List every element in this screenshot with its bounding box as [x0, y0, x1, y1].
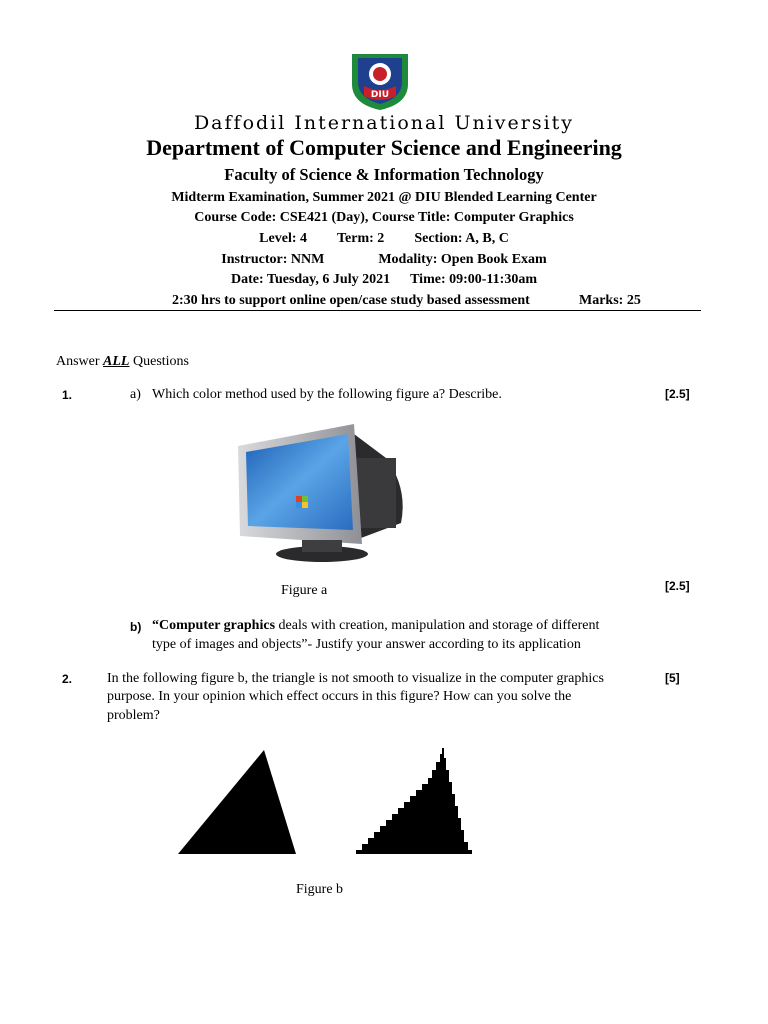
question-1a-label: a) — [130, 387, 141, 402]
university-logo — [348, 50, 412, 112]
question-1-number: 1. — [62, 388, 73, 402]
instructions — [56, 351, 189, 372]
figure-a-caption: Figure a — [281, 583, 328, 598]
smooth-triangle-shape — [178, 748, 298, 856]
question-1b-line-1 — [152, 615, 599, 636]
figure-b-caption: Figure b — [296, 882, 344, 897]
question-2-number: 2. — [62, 672, 73, 686]
faculty-title: Faculty of Science & Information Technology — [224, 165, 544, 184]
term-text: Term: 2 — [337, 231, 385, 246]
level-term-section-line — [0, 231, 768, 247]
level-text: Level: 4 — [259, 231, 307, 246]
logo-text: DIU — [370, 90, 390, 100]
question-1b-bold: “Computer graphics — [152, 618, 276, 633]
instructor-text: Instructor: NNM — [221, 252, 325, 267]
question-1b-text-1: deals with creation, manipulation and storage of different — [275, 618, 600, 633]
date-text: Date: Tuesday, 6 July 2021 — [231, 272, 391, 287]
question-1b-line-2: type of images and objects”- Justify your answer according to its application — [152, 637, 581, 652]
question-1a-marks: [2.5] — [665, 387, 690, 401]
time-text: Time: 09:00-11:30am — [410, 272, 537, 287]
total-marks: Marks: 25 — [579, 293, 641, 308]
instructions-prefix: Answer — [56, 354, 104, 369]
question-2-marks: [5] — [665, 671, 680, 685]
question-1b-label: b) — [130, 620, 142, 634]
instructions-emphasis: ALL — [103, 354, 130, 369]
duration-text: 2:30 hrs to support online open/case study based assessment — [172, 293, 530, 308]
instructions-suffix: Questions — [129, 354, 189, 369]
question-2-line-2: purpose. In your opinion which effect occurs in this figure? How can you solve the — [107, 689, 572, 704]
crt-monitor-image — [236, 418, 408, 566]
question-1a-text: Which color method used by the following figure a? Describe. — [152, 387, 502, 402]
question-2-line-3: problem? — [107, 708, 160, 723]
jagged-triangle-shape — [356, 748, 474, 856]
question-2-line-1: In the following figure b, the triangle is not smooth to visualize in the computer graphics — [107, 671, 604, 686]
department-title: Department of Computer Science and Engineering — [146, 135, 622, 160]
course-line: Course Code: CSE421 (Day), Course Title: Computer Graphics — [194, 210, 574, 225]
modality-text: Modality: Open Book Exam — [378, 252, 547, 267]
exam-line: Midterm Examination, Summer 2021 @ DIU Blended Learning Center — [171, 190, 597, 205]
section-text: Section: A, B, C — [414, 231, 509, 246]
university-name: Daffodil International University — [193, 112, 575, 134]
question-1b-marks: [2.5] — [665, 579, 690, 593]
header-divider — [54, 310, 701, 311]
instructor-modality-line — [0, 252, 768, 268]
date-time-line — [0, 272, 768, 288]
